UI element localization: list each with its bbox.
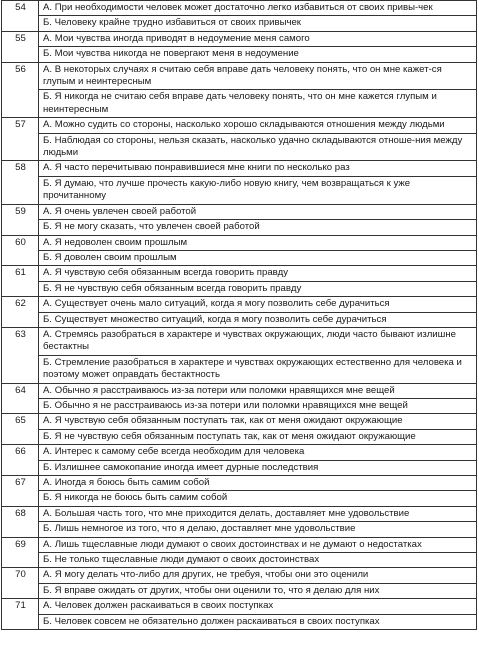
item-59-row-b [2, 220, 477, 235]
item-57-row-b [2, 133, 477, 161]
option-a: А. Я чувствую себя обязанным всегда говорить правду [39, 266, 477, 281]
item-63-row-a [2, 327, 477, 355]
item-64-row-b [2, 398, 477, 413]
item-67-row-a [2, 476, 477, 491]
option-b: Б. Излишнее самокопание иногда имеет дурные последствия [39, 460, 477, 475]
option-b: Б. Не только тщеславные люди думают о своих достоинствах [39, 553, 477, 568]
item-68-row-a [2, 506, 477, 521]
item-number: 61 [2, 266, 39, 297]
item-54-row-b [2, 16, 477, 31]
item-number: 66 [2, 445, 39, 476]
item-71-row-a [2, 599, 477, 614]
option-b: Б. Наблюдая со стороны, нельзя сказать, насколько удачно складываются отноше-ния между людьми [39, 133, 477, 161]
option-b: Б. Существует множество ситуаций, когда я могу позволить себе дурачиться [39, 312, 477, 327]
option-a: А. В некоторых случаях я считаю себя вправе дать человеку понять, что он мне кажет-ся глупым и неинтересным [39, 62, 477, 90]
item-number: 69 [2, 537, 39, 568]
item-70-row-b [2, 583, 477, 598]
option-b: Б. Я думаю, что лучше прочесть какую-либо новую книгу, чем возвращаться к уже прочитанному [39, 176, 477, 204]
item-58-row-b [2, 176, 477, 204]
option-a: А. Можно судить со стороны, насколько хорошо складываются отношения между людьми [39, 118, 477, 133]
item-56-row-b [2, 90, 477, 118]
option-b: Б. Я вправе ожидать от других, чтобы они оценили то, что я делаю для них [39, 583, 477, 598]
option-b: Б. Я никогда не считаю себя вправе дать человеку понять, что он мне кажется глупым и неинтересным [39, 90, 477, 118]
item-number: 67 [2, 476, 39, 507]
item-55-row-a [2, 31, 477, 46]
option-a: А. Человек должен раскаиваться в своих поступках [39, 599, 477, 614]
item-71-row-b [2, 614, 477, 629]
questionnaire-body [2, 1, 477, 630]
option-b: Б. Я никогда не боюсь быть самим собой [39, 491, 477, 506]
item-number: 71 [2, 599, 39, 630]
option-b: Б. Стремление разобраться в характере и чувствах окружающих естественно для человека и поэтому может оправдать бестактность [39, 355, 477, 383]
option-b: Б. Обычно я не расстраиваюсь из-за потери или поломки нравящихся мне вещей [39, 398, 477, 413]
item-54-row-a [2, 1, 477, 16]
option-a: А. Я чувствую себя обязанным поступать так, как от меня ожидают окружающие [39, 414, 477, 429]
option-a: А. Я очень увлечен своей работой [39, 204, 477, 219]
option-b: Б. Лишь немногое из того, что я делаю, доставляет мне удовольствие [39, 522, 477, 537]
option-a: А. Стремясь разобраться в характере и чувствах окружающих, люди часто бывают излишне бестактны [39, 327, 477, 355]
item-59-row-a [2, 204, 477, 219]
option-b: Б. Я доволен своим прошлым [39, 250, 477, 265]
item-number: 57 [2, 118, 39, 161]
option-b: Б. Я не могу сказать, что увлечен своей работой [39, 220, 477, 235]
item-66-row-b [2, 460, 477, 475]
item-number: 58 [2, 161, 39, 204]
item-number: 63 [2, 327, 39, 383]
item-number: 59 [2, 204, 39, 235]
item-68-row-b [2, 522, 477, 537]
option-a: А. Я недоволен своим прошлым [39, 235, 477, 250]
item-61-row-b [2, 281, 477, 296]
option-a: А. Я могу делать что-либо для других, не требуя, чтобы они это оценили [39, 568, 477, 583]
item-number: 64 [2, 383, 39, 414]
option-b: Б. Человек совсем не обязательно должен раскаиваться в своих поступках [39, 614, 477, 629]
option-a: А. Иногда я боюсь быть самим собой [39, 476, 477, 491]
option-b: Б. Человеку крайне трудно избавиться от своих привычек [39, 16, 477, 31]
item-number: 60 [2, 235, 39, 266]
item-61-row-a [2, 266, 477, 281]
option-a: А. При необходимости человек может достаточно легко избавиться от своих привы-чек [39, 1, 477, 16]
item-65-row-a [2, 414, 477, 429]
item-69-row-a [2, 537, 477, 552]
item-number: 62 [2, 297, 39, 328]
item-58-row-a [2, 161, 477, 176]
item-56-row-a [2, 62, 477, 90]
item-64-row-a [2, 383, 477, 398]
item-number: 68 [2, 506, 39, 537]
item-62-row-b [2, 312, 477, 327]
option-b: Б. Я не чувствую себя обязанным поступать так, как от меня ожидают окружающие [39, 429, 477, 444]
option-a: А. Большая часть того, что мне приходится делать, доставляет мне удовольствие [39, 506, 477, 521]
item-70-row-a [2, 568, 477, 583]
questionnaire-table [1, 0, 477, 630]
option-a: А. Лишь тщеславные люди думают о своих достоинствах и не думают о недостатках [39, 537, 477, 552]
item-62-row-a [2, 297, 477, 312]
item-69-row-b [2, 553, 477, 568]
item-55-row-b [2, 47, 477, 62]
item-66-row-a [2, 445, 477, 460]
item-57-row-a [2, 118, 477, 133]
option-a: А. Я часто перечитываю понравившиеся мне книги по несколько раз [39, 161, 477, 176]
option-a: А. Существует очень мало ситуаций, когда я могу позволить себе дурачиться [39, 297, 477, 312]
option-b: Б. Я не чувствую себя обязанным всегда говорить правду [39, 281, 477, 296]
item-60-row-a [2, 235, 477, 250]
item-63-row-b [2, 355, 477, 383]
item-number: 55 [2, 31, 39, 62]
item-67-row-b [2, 491, 477, 506]
item-number: 70 [2, 568, 39, 599]
item-60-row-b [2, 250, 477, 265]
option-a: А. Мои чувства иногда приводят в недоумение меня самого [39, 31, 477, 46]
item-number: 65 [2, 414, 39, 445]
option-a: А. Интерес к самому себе всегда необходим для человека [39, 445, 477, 460]
item-number: 54 [2, 1, 39, 32]
item-65-row-b [2, 429, 477, 444]
option-b: Б. Мои чувства никогда не повергают меня в недоумение [39, 47, 477, 62]
option-a: А. Обычно я расстраиваюсь из-за потери или поломки нравящихся мне вещей [39, 383, 477, 398]
item-number: 56 [2, 62, 39, 118]
